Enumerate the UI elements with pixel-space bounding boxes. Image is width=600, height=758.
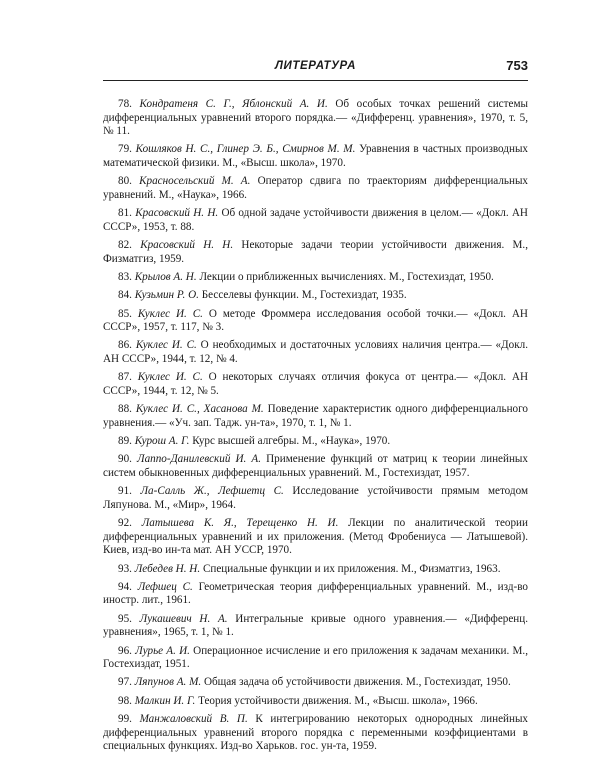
page-header xyxy=(103,58,528,81)
reference-item xyxy=(103,453,528,480)
reference-number: 92. xyxy=(118,517,132,530)
reference-item xyxy=(103,98,528,139)
reference-number: 88. xyxy=(118,403,132,416)
reference-text: Геометрическая теория дифференциальных уравнений. М., изд-во иностр. лит., 1961. xyxy=(103,580,528,607)
reference-text: Лекции по аналитической теории дифференциальных уравнений и их приложения. (Метод Фробениуса — Латышевой). Киев, изд-во ин-та мат. АН УССР, 1970. xyxy=(103,517,528,557)
reference-authors: Крылов А. Н. xyxy=(134,270,197,283)
reference-item xyxy=(103,613,528,640)
reference-authors: Кошляков Н. С., Глинер Э. Б., Смирнов М. М. xyxy=(135,143,356,156)
reference-number: 85. xyxy=(118,307,132,320)
reference-number: 87. xyxy=(118,371,132,384)
reference-number: 82. xyxy=(118,239,132,252)
reference-text: Специальные функции и их приложения. М., Физматгиз, 1963. xyxy=(202,562,501,575)
reference-authors: Красовский Н. Н. xyxy=(140,239,234,252)
reference-item xyxy=(103,289,528,303)
reference-authors: Красносельский М. А. xyxy=(139,175,251,188)
reference-text: Теория устойчивости движения. М., «Высш. школа», 1966. xyxy=(198,694,478,707)
reference-authors: Куклес И. С. xyxy=(137,371,203,384)
reference-number: 86. xyxy=(118,339,132,352)
reference-authors: Куклес И. С., Хасанова М. xyxy=(135,403,264,416)
reference-item xyxy=(103,485,528,512)
reference-text: Курс высшей алгебры. М., «Наука», 1970. xyxy=(192,435,391,448)
reference-text: Поведение характеристик одного дифференциального уравнения.— «Уч. зап. Тадж. ун-та», 1970, т. 1, № 1. xyxy=(103,403,528,429)
reference-text: Уравнения в частных производных математической физики. М., «Высш. школа», 1970. xyxy=(103,143,528,170)
reference-list xyxy=(103,98,528,758)
reference-number: 97. xyxy=(118,676,132,689)
reference-authors: Лукашевич Н. А. xyxy=(139,612,228,625)
reference-authors: Ла-Салль Ж., Лефшетц С. xyxy=(140,485,284,498)
reference-item xyxy=(103,676,528,690)
reference-item xyxy=(103,371,528,398)
reference-number: 94. xyxy=(118,580,132,593)
reference-authors: Красовский Н. Н. xyxy=(135,207,219,220)
reference-item xyxy=(103,713,528,754)
reference-item xyxy=(103,645,528,672)
reference-number: 79. xyxy=(118,143,132,156)
reference-text: Применение функций от матриц к теории линейных систем обыкновенных дифференциальных уравнений. М., Гостехиздат, 1957. xyxy=(103,453,528,479)
reference-item xyxy=(103,271,528,285)
reference-authors: Кондратеня С. Г., Яблонский А. И. xyxy=(139,98,328,110)
reference-authors: Куклес И. С. xyxy=(135,339,197,352)
reference-number: 95. xyxy=(118,612,132,625)
reference-authors: Манжаловский В. П. xyxy=(139,713,248,725)
reference-number: 78. xyxy=(118,98,132,110)
reference-item xyxy=(103,563,528,577)
reference-authors: Лаппо-Данилевский И. А. xyxy=(137,453,262,466)
reference-text: Операционное исчисление и его приложения к задачам механики. М., Гостехиздат, 1951. xyxy=(103,644,528,671)
reference-text: Некоторые задачи теории устойчивости движения. М., Физматгиз, 1959. xyxy=(103,239,529,265)
reference-item xyxy=(103,175,528,202)
reference-number: 91. xyxy=(118,485,132,498)
reference-text: О необходимых и достаточных условиях наличия центра.— «Докл. АН СССР», 1944, т. 12, № 4. xyxy=(103,339,528,365)
running-title: ЛИТЕРАТУРА xyxy=(274,60,357,72)
reference-text: О некоторых случаях отличия фокуса от центра.— «Докл. АН СССР», 1944, т. 12, № 5. xyxy=(103,371,528,397)
page-number: 753 xyxy=(506,58,528,73)
reference-item xyxy=(103,308,528,335)
reference-authors: Ляпунов А. М. xyxy=(134,676,202,689)
reference-text: Общая задача об устойчивости движения. М., Гостехиздат, 1950. xyxy=(203,676,511,689)
reference-item xyxy=(103,339,528,366)
reference-number: 81. xyxy=(118,207,132,220)
reference-authors: Латышева К. Я., Терещенко Н. И. xyxy=(141,517,339,530)
reference-item xyxy=(103,239,528,266)
reference-authors: Малкин И. Г. xyxy=(134,694,196,707)
reference-number: 83. xyxy=(118,270,132,283)
reference-number: 84. xyxy=(118,289,132,302)
reference-text: Об особых точках решений системы дифференциальных уравнений второго порядка.— «Дифференц. уравнения», 1970, т. 5, № 11. xyxy=(103,98,528,138)
reference-number: 93. xyxy=(118,562,132,575)
reference-number: 80. xyxy=(118,175,132,188)
reference-authors: Курош А. Г. xyxy=(134,435,190,448)
reference-authors: Кузьмин Р. О. xyxy=(134,289,199,302)
reference-text: Исследование устойчивости прямым методом Ляпунова. М., «Мир», 1964. xyxy=(103,485,528,511)
reference-item xyxy=(103,207,528,234)
reference-authors: Лефшец С. xyxy=(137,580,193,593)
reference-number: 98. xyxy=(118,694,132,707)
reference-number: 99. xyxy=(118,713,132,725)
reference-number: 96. xyxy=(118,644,132,657)
reference-text: О методе Фроммера исследования особой точки.— «Докл. АН СССР», 1957, т. 117, № 3. xyxy=(103,307,528,334)
reference-text: К интегрированию некоторых однородных линейных дифференциальных уравнений второго порядка с переменными коэффициентами в специальных функциях. Изд-во Харьков. гос. ун-та, 1959. xyxy=(103,713,529,753)
reference-text: Интегральные кривые одного уравнения.— «Дифференц. уравнения», 1965, т. 1, № 1. xyxy=(103,612,528,639)
reference-authors: Лебедев Н. Н. xyxy=(134,562,201,575)
reference-text: Бесселевы функции. М., Гостехиздат, 1935. xyxy=(201,289,407,302)
reference-number: 89. xyxy=(118,435,132,448)
reference-item xyxy=(103,517,528,558)
reference-text: Оператор сдвига по траекториям дифференциальных уравнений. М., «Наука», 1966. xyxy=(103,175,528,201)
reference-item xyxy=(103,143,528,170)
reference-item xyxy=(103,435,528,449)
reference-item xyxy=(103,581,528,608)
reference-authors: Куклес И. С. xyxy=(137,307,203,320)
reference-authors: Лурье А. И. xyxy=(135,644,190,657)
reference-item xyxy=(103,403,528,430)
reference-text: Об одной задаче устойчивости движения в целом.— «Докл. АН СССР», 1953, т. 88. xyxy=(103,207,528,233)
reference-number: 90. xyxy=(118,453,132,466)
reference-item xyxy=(103,695,528,709)
reference-text: Лекции о приближенных вычислениях. М., Гостехиздат, 1950. xyxy=(199,270,494,283)
